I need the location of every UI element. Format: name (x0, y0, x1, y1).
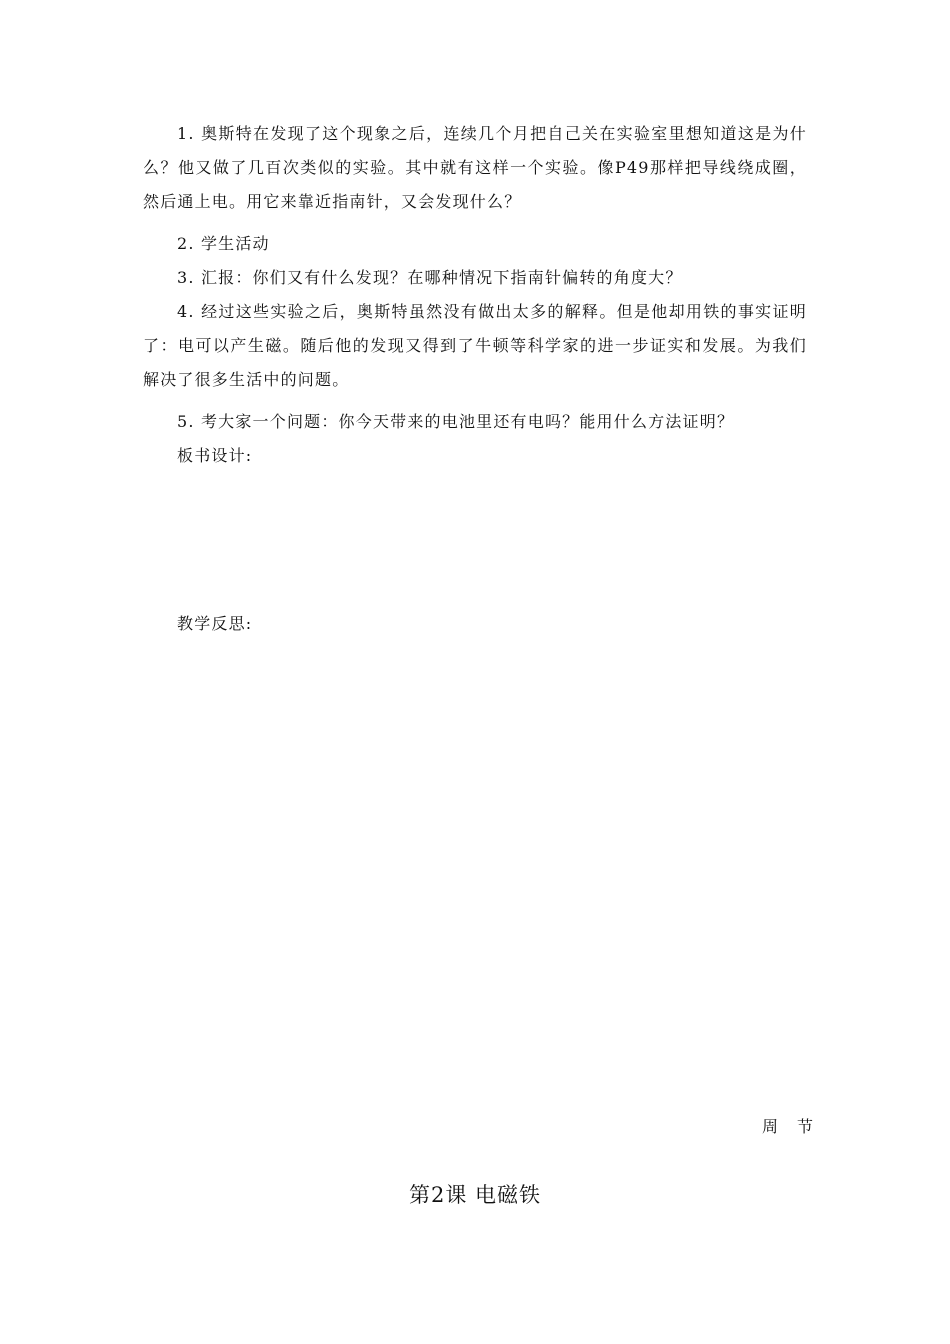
week-label: 周 (762, 1117, 780, 1136)
step-2-paragraph: 2. 学生活动 (177, 234, 270, 253)
step-3-paragraph: 3. 汇报：你们又有什么发现？在哪种情况下指南针偏转的角度大？ (177, 268, 683, 287)
teaching-reflection-heading: 教学反思: (177, 614, 253, 633)
week-section-field (762, 1113, 814, 1141)
step-1-paragraph: 1. 奥斯特在发现了这个现象之后，连续几个月把自己关在实验室里想知道这是为什么？他又做了几百次类似的实验。其中就有这样一个实验。像P49那样把导线绕成圈，然后通上电。用它来靠近指南针，又会发现什么？ (143, 124, 807, 211)
step-5-paragraph: 5. 考大家一个问题：你今天带来的电池里还有电吗？能用什么方法证明？ (177, 412, 735, 431)
lesson-title: 第2课 电磁铁 (408, 1183, 542, 1207)
blackboard-design-heading: 板书设计: (177, 446, 253, 465)
section-label: 节 (797, 1117, 815, 1136)
step-4-paragraph: 4. 经过这些实验之后，奥斯特虽然没有做出太多的解释。但是他却用铁的事实证明了：电可以产生磁。随后他的发现又得到了牛顿等科学家的进一步证实和发展。为我们解决了很多生活中的问题。 (143, 302, 807, 389)
